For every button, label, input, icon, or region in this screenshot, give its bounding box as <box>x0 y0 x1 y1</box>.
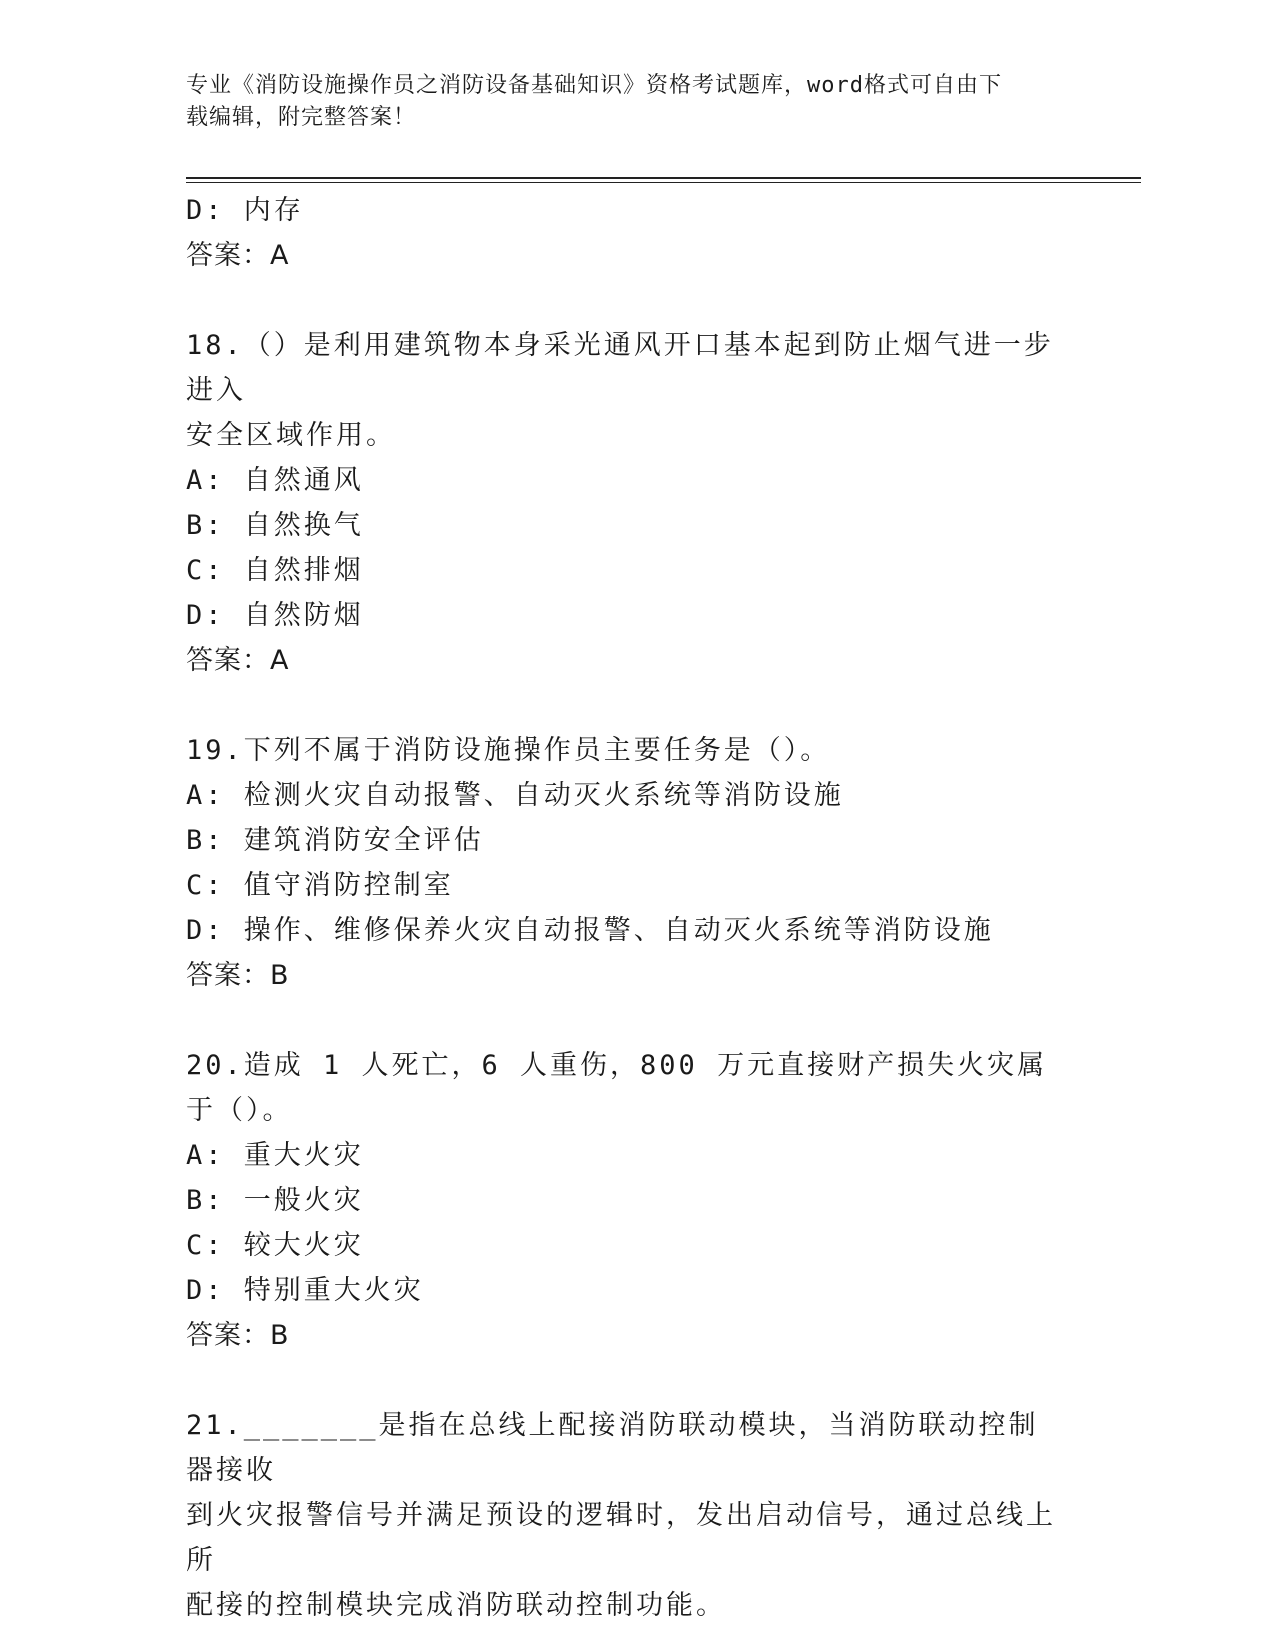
header-line-1: 专业《消防设施操作员之消防设备基础知识》资格考试题库，word格式可自由下 <box>186 73 1002 98</box>
question-20 <box>186 1043 1066 1358</box>
option-b: B: 自然换气 <box>186 510 364 541</box>
question-stem: 18.（）是利用建筑物本身采光通风开口基本起到防止烟气进一步进入 <box>186 330 1054 406</box>
question-stem-cont: 安全区域作用。 <box>186 420 396 451</box>
spacer <box>186 278 1066 323</box>
answer-line: 答案：B <box>186 1320 290 1351</box>
option-b: B: 一般火灾 <box>186 1185 364 1216</box>
option-b: B: 建筑消防安全评估 <box>186 825 484 856</box>
option-a: A: 重大火灾 <box>186 1140 364 1171</box>
answer-line: 答案：A <box>186 645 290 676</box>
option-d: D: 特别重大火灾 <box>186 1275 424 1306</box>
answer-line: 答案：A <box>186 240 290 271</box>
option-c: C: 自然排烟 <box>186 555 364 586</box>
spacer <box>186 683 1066 728</box>
question-21 <box>186 1403 1066 1628</box>
question-list <box>186 188 1066 1628</box>
option-d: D: 内存 <box>186 195 304 226</box>
option-a: A: 自然通风 <box>186 465 364 496</box>
option-c: C: 值守消防控制室 <box>186 870 454 901</box>
question-19 <box>186 728 1066 998</box>
question-stem: 21._______是指在总线上配接消防联动模块，当消防联动控制器接收 <box>186 1410 1039 1486</box>
header-line-2: 载编辑，附完整答案！ <box>186 105 417 130</box>
question-stem: 20.造成 1 人死亡，6 人重伤，800 万元直接财产损失火灾属于（）。 <box>186 1050 1048 1126</box>
document-header <box>186 70 1066 134</box>
option-d: D: 自然防烟 <box>186 600 364 631</box>
question-stem-cont: 配接的控制模块完成消防联动控制功能。 <box>186 1590 726 1621</box>
spacer <box>186 998 1066 1043</box>
previous-question-tail <box>186 188 1066 278</box>
option-d: D: 操作、维修保养火灾自动报警、自动灭火系统等消防设施 <box>186 915 994 946</box>
question-stem-cont: 到火灾报警信号并满足预设的逻辑时，发出启动信号，通过总线上所 <box>186 1500 1056 1576</box>
answer-line: 答案：B <box>186 960 290 991</box>
option-a: A: 检测火灾自动报警、自动灭火系统等消防设施 <box>186 780 844 811</box>
question-18 <box>186 323 1066 683</box>
header-divider-thin <box>186 182 1141 183</box>
header-divider <box>186 177 1141 179</box>
option-c: C: 较大火灾 <box>186 1230 364 1261</box>
spacer <box>186 1358 1066 1403</box>
question-stem: 19.下列不属于消防设施操作员主要任务是（）。 <box>186 735 831 766</box>
